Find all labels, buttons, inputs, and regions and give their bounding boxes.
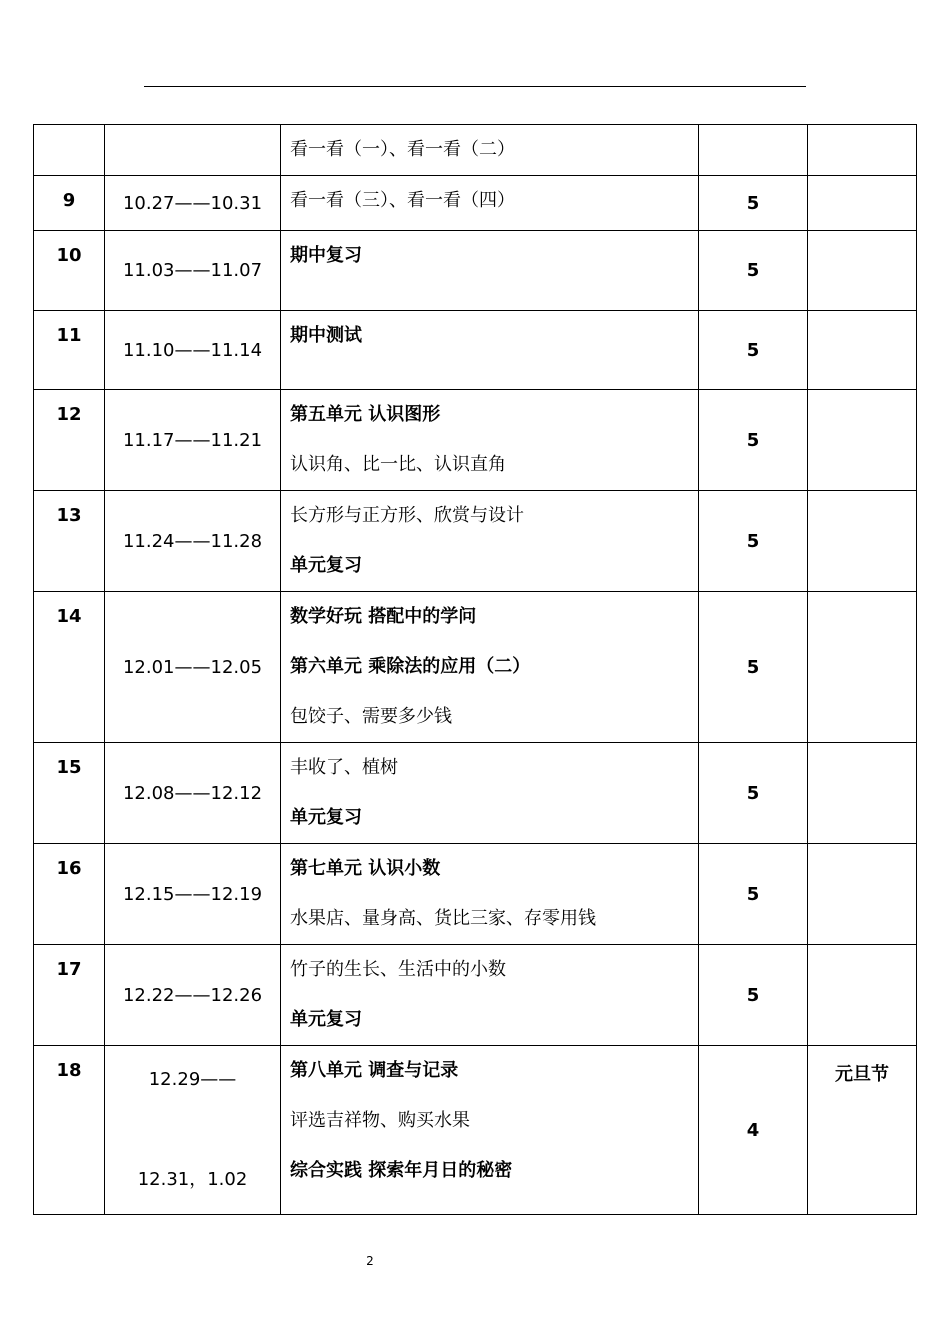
page-number: 2 (366, 1254, 374, 1268)
content-line: 竹子的生长、生活中的小数 (290, 959, 506, 980)
table-row (34, 945, 917, 1046)
content-cell (281, 176, 699, 231)
content-cell (281, 311, 699, 390)
table-row (34, 844, 917, 945)
hours-cell: 5 (699, 176, 808, 231)
week-cell: 17 (34, 945, 105, 1046)
week-cell: 13 (34, 491, 105, 592)
content-cell (281, 491, 699, 592)
content-line: 数学好玩 搭配中的学问 (290, 606, 477, 627)
table-row (34, 176, 917, 231)
date-cell: 12.08——12.12 (105, 743, 281, 844)
content-line: 期中复习 (290, 245, 362, 266)
hours-cell: 5 (699, 844, 808, 945)
content-cell (281, 1046, 699, 1215)
content-line: 看一看（一）、看一看（二） (290, 139, 515, 160)
date-cell (105, 125, 281, 176)
date-cell: 11.17——11.21 (105, 390, 281, 491)
content-line: 长方形与正方形、欣赏与设计 (290, 505, 524, 526)
content-cell (281, 844, 699, 945)
table-row (34, 390, 917, 491)
week-cell: 18 (34, 1046, 105, 1215)
content-line: 丰收了、植树 (290, 757, 398, 778)
table-row (34, 592, 917, 743)
note-cell (808, 844, 917, 945)
hours-cell: 5 (699, 592, 808, 743)
content-line: 水果店、量身高、货比三家、存零用钱 (290, 908, 596, 929)
content-line: 第七单元 认识小数 (290, 858, 441, 879)
content-line: 包饺子、需要多少钱 (290, 706, 452, 727)
hours-cell: 5 (699, 743, 808, 844)
date-cell: 10.27——10.31 (105, 176, 281, 231)
note-cell (808, 592, 917, 743)
content-cell (281, 743, 699, 844)
hours-cell: 5 (699, 491, 808, 592)
content-line: 期中测试 (290, 325, 362, 346)
content-line: 综合实践 探索年月日的秘密 (290, 1160, 513, 1181)
note-cell (808, 311, 917, 390)
week-cell: 11 (34, 311, 105, 390)
content-line: 认识角、比一比、认识直角 (290, 454, 506, 475)
table-row (34, 743, 917, 844)
hours-cell (699, 125, 808, 176)
content-line: 单元复习 (290, 807, 362, 828)
date-cell (105, 1046, 281, 1215)
note-cell (808, 491, 917, 592)
table-row (34, 491, 917, 592)
content-line: 第八单元 调查与记录 (290, 1060, 459, 1081)
date-cell: 11.03——11.07 (105, 231, 281, 311)
note-cell (808, 231, 917, 311)
content-cell (281, 231, 699, 311)
content-cell (281, 125, 699, 176)
table-row (34, 125, 917, 176)
schedule-body (34, 125, 917, 1215)
hours-cell: 5 (699, 231, 808, 311)
hours-cell: 5 (699, 311, 808, 390)
note-cell (808, 743, 917, 844)
content-cell (281, 592, 699, 743)
date-cell: 12.01——12.05 (105, 592, 281, 743)
hours-cell: 5 (699, 945, 808, 1046)
content-line: 看一看（三）、看一看（四） (290, 190, 515, 211)
week-cell: 10 (34, 231, 105, 311)
date-cell: 11.10——11.14 (105, 311, 281, 390)
note-cell (808, 945, 917, 1046)
table-row (34, 311, 917, 390)
note-cell (808, 176, 917, 231)
date-cell: 12.22——12.26 (105, 945, 281, 1046)
note-cell (808, 125, 917, 176)
note-cell (808, 390, 917, 491)
date-cell: 12.15——12.19 (105, 844, 281, 945)
table-row (34, 231, 917, 311)
content-line: 单元复习 (290, 1009, 362, 1030)
schedule-table (33, 124, 917, 1215)
hours-cell: 5 (699, 390, 808, 491)
date-cell: 11.24——11.28 (105, 491, 281, 592)
content-cell (281, 390, 699, 491)
week-cell: 9 (34, 176, 105, 231)
hours-cell: 4 (699, 1046, 808, 1215)
content-line: 单元复习 (290, 555, 362, 576)
week-cell: 15 (34, 743, 105, 844)
header-rule (144, 86, 806, 87)
content-cell (281, 945, 699, 1046)
week-cell: 16 (34, 844, 105, 945)
content-line: 评选吉祥物、购买水果 (290, 1110, 470, 1131)
week-cell (34, 125, 105, 176)
content-line: 第六单元 乘除法的应用（二） (290, 656, 531, 677)
week-cell: 12 (34, 390, 105, 491)
week-cell: 14 (34, 592, 105, 743)
content-line: 第五单元 认识图形 (290, 404, 441, 425)
table-row (34, 1046, 917, 1215)
date-line: 12.31，1.02 (137, 1169, 248, 1190)
note-cell: 元旦节 (808, 1046, 917, 1215)
date-line: 12.29—— (148, 1069, 237, 1090)
